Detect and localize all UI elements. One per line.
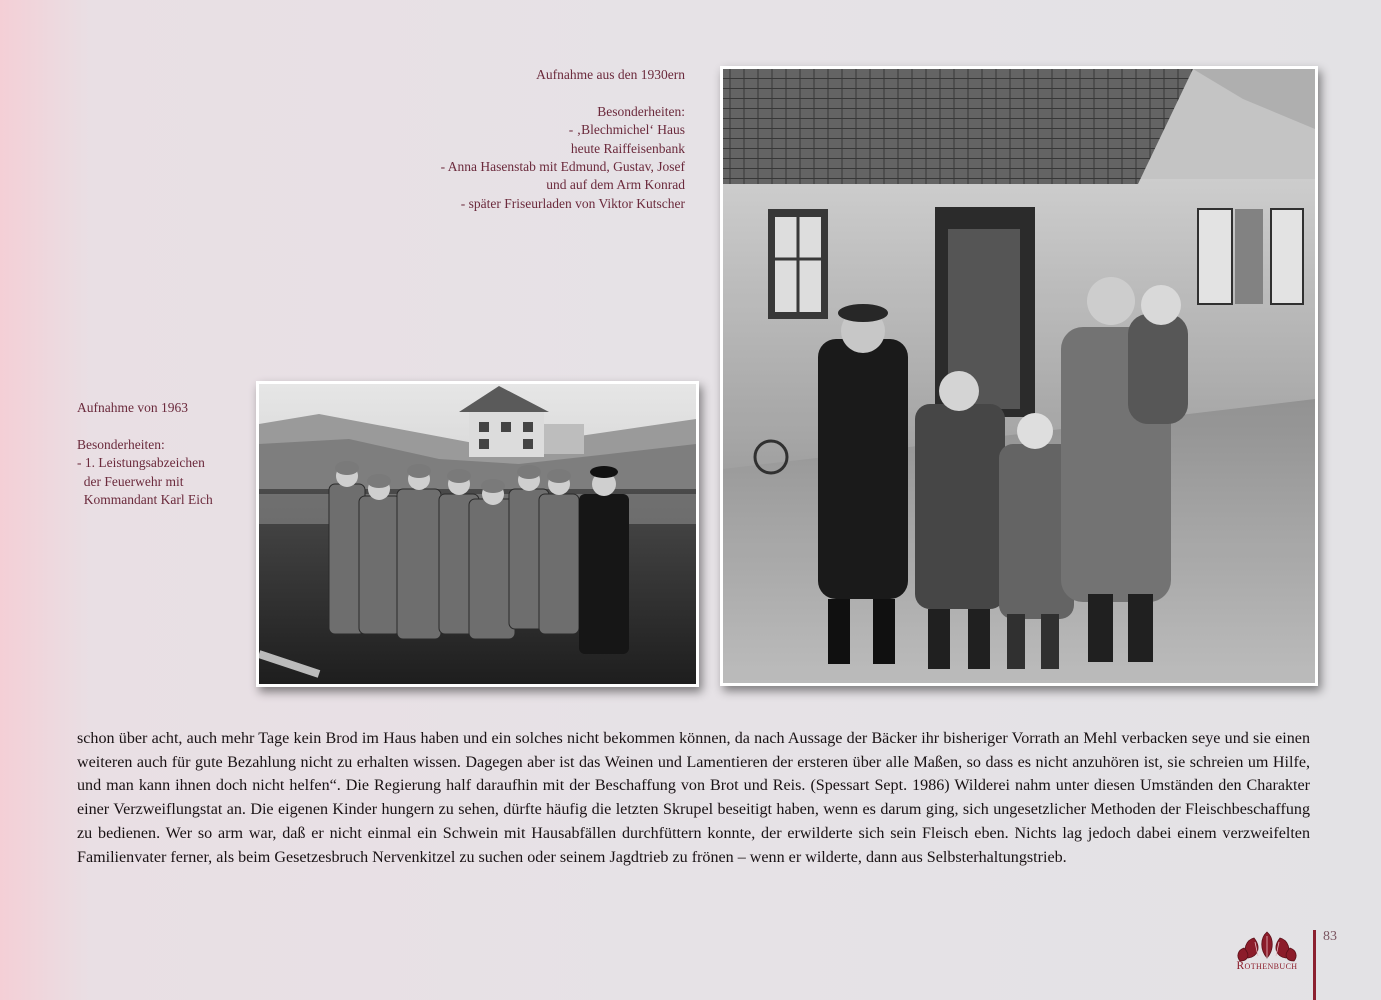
caption-line <box>441 84 685 102</box>
caption-line: - ‚Blechmichel‘ Haus <box>568 122 685 138</box>
body-text <box>77 727 1310 869</box>
body-paragraph: schon über acht, auch mehr Tage kein Brod im Haus haben und ein solches nicht bekommen können, da nach Aussage der Bäcker ihr bisheriger Vorrath an Mehl verbacken seye und sie einen weiteren auch für gute Bezahlung nicht zu erhalten wissen. Dagegen aber ist das Weinen und Lamentieren der ersteren über alle Maßen, so dass es nicht anzuhören ist, sie schreien um Hilfe, und man kann ihnen doch nicht helfen“. Die Regierung half daraufhin mit der Beschaffung von Brot und Reis. (Spessart Sept. 1986) Wilderei nahm unter diesen Umständen den Charakter einer Verzweiflungstat an. Die eigenen Kinder hungern zu sehen, dürfte häufig die letzten Skrupel beseitigt haben, wenn es darum ging, sich ungesetzlicher Methoden der Fleischbeschaffung zu bedienen. Wer so arm war, daß er nicht einmal ein Schwein mit Hausabfällen durchfüttern konnte, der erwilderte sich sein Fleisch eben. Nichts lag jedoch dabei einem verzweifelten Familienvater ferner, als beim Gesetzesbruch Nervenkitzel zu suchen oder seinem Jagdtrieb zu frönen – wenn er wilderte, dann aus Selbsterhaltungstrieb. <box>77 730 1310 866</box>
caption-line <box>77 417 213 435</box>
leaf-emblem-icon <box>1226 928 1308 962</box>
house-photo-image <box>723 69 1315 683</box>
photo-house-1930s <box>720 66 1318 686</box>
caption-line: der Feuerwehr mit <box>77 473 184 489</box>
caption-line: heute Raiffeisenbank <box>570 140 685 156</box>
caption-firebrigade-photo <box>77 399 213 509</box>
caption-line: und auf dem Arm Konrad <box>546 177 685 193</box>
caption-line: Aufnahme aus den 1930ern <box>536 67 685 82</box>
caption-line: - Anna Hasenstab mit Edmund, Gustav, Josef <box>440 159 685 175</box>
caption-line: - später Friseurladen von Viktor Kutscher <box>460 195 685 211</box>
page-number: 83 <box>1323 929 1337 944</box>
caption-line: Besonderheiten: <box>77 436 165 452</box>
logo-text: Rothenbuch <box>1236 960 1298 972</box>
rothenbuch-logo <box>1226 928 1308 978</box>
photo-firebrigade-1963 <box>256 381 699 687</box>
caption-line: Besonderheiten: <box>597 103 685 119</box>
caption-line: - 1. Leistungsabzeichen <box>77 455 205 471</box>
caption-line: Kommandant Karl Eich <box>77 492 213 508</box>
footer-rule <box>1313 930 1316 1000</box>
caption-house-photo <box>441 66 685 213</box>
caption-line: Aufnahme von 1963 <box>77 400 188 415</box>
firebrigade-photo-image <box>259 384 696 684</box>
